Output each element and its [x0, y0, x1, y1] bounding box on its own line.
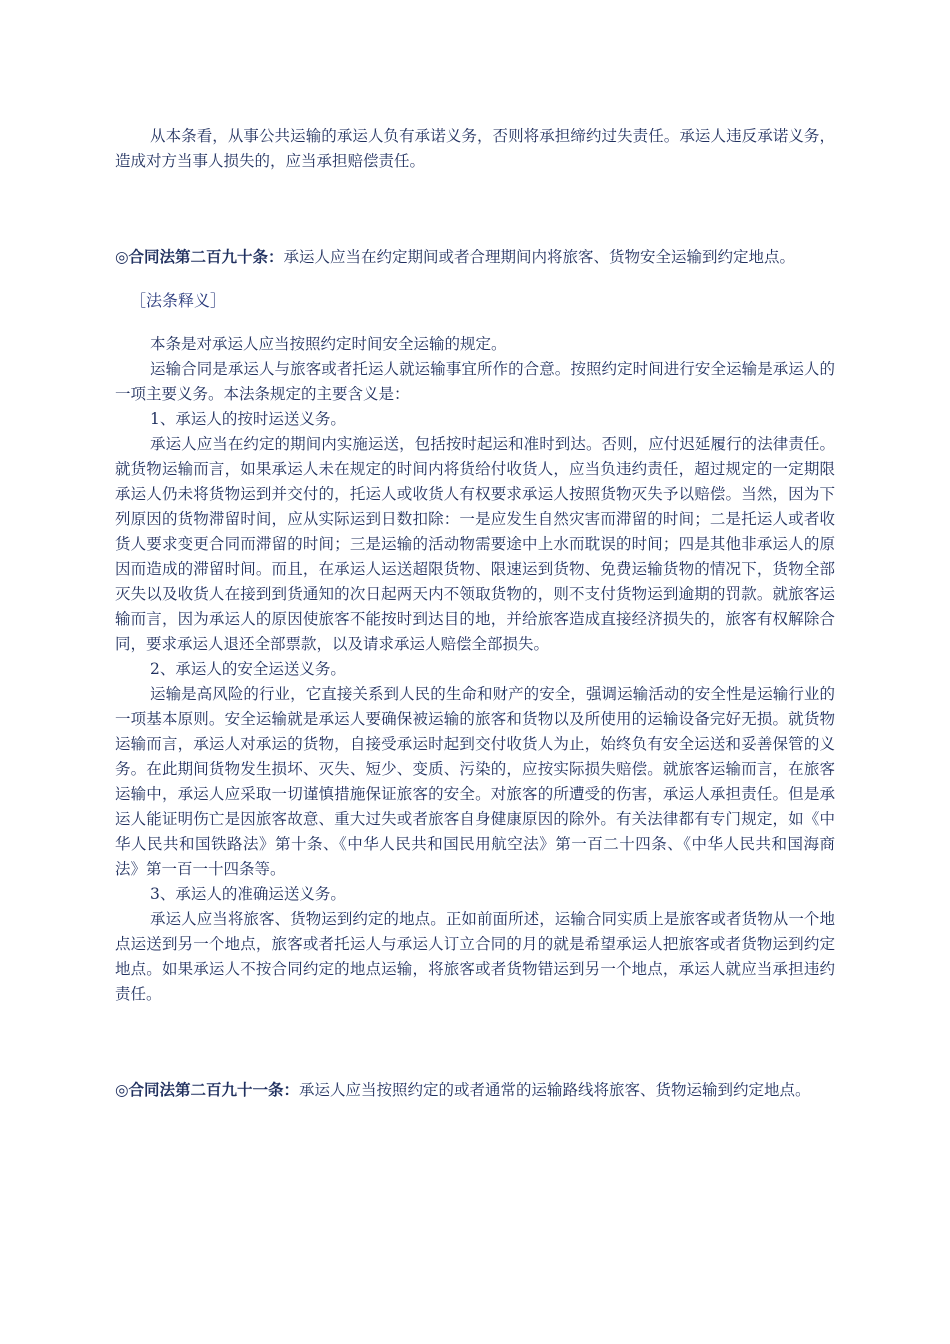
article-291-text: 承运人应当按照约定的或者通常的运输路线将旅客、货物运输到约定地点。 [299, 1081, 811, 1099]
interpretation-subheading: 1、承运人的按时运送义务。 [150, 410, 346, 428]
interpretation-paragraph: 本条是对承运人应当按照约定时间安全运输的规定。 [150, 335, 507, 353]
spacer [115, 314, 835, 332]
interpretation-subheading: 2、承运人的安全运送义务。 [150, 660, 346, 678]
article-290-heading [115, 244, 835, 270]
spacer [115, 270, 835, 288]
article-290-text: 承运人应当在约定期间或者合理期间内将旅客、货物安全运输到约定地点。 [283, 248, 796, 266]
interpretation-paragraph: 运输是高风险的行业，它直接关系到人民的生命和财产的安全，强调运输活动的安全性是运输行业的一项基本原则。安全运输就是承运人要确保被运输的旅客和货物以及所使用的运输设备完好无损。就货物运输而言，承运人对承运的货物，自接受承运时起到交付收货人为止，始终负有安全运送和妥善保管的义务。在此期间货物发生损坏、灭失、短少、变质、污染的，应按实际损失赔偿。就旅客运输而言，在旅客运输中，承运人应采取一切谨慎措施保证旅客的安全。对旅客的所遭受的伤害，承运人承担责任。但是承运人能证明伤亡是因旅客故意、重大过失或者旅客自身健康原因的除外。有关法律都有专门规定，如《中华人民共和国铁路法》第十条、《中华人民共和国民用航空法》第一百二十四条、《中华人民共和国海商法》第一百一十四条等。 [115, 685, 835, 878]
article-290-label: ◎合同法第二百九十条： [115, 247, 284, 266]
interpretation-paragraph: 承运人应当将旅客、货物运到约定的地点。正如前面所述，运输合同实质上是旅客或者货物从一个地点运送到另一个地点，旅客或者托运人与承运人订立合同的月的就是希望承运人把旅客或者货物运到约定地点。如果承运人不按合同约定的地点运输，将旅客或者货物错运到另一个地点，承运人就应当承担违约责任。 [115, 910, 835, 1003]
document-page [115, 124, 835, 1103]
article-291-label: ◎合同法第二百九十一条： [115, 1080, 300, 1099]
interpretation-subheading: 3、承运人的准确运送义务。 [150, 885, 346, 903]
section-title-interpretation: ［法条释义］ [130, 291, 227, 310]
interpretation-paragraph: 承运人应当在约定的期间内实施运送，包括按时起运和准时到达。否则，应付迟延履行的法律责任。就货物运输而言，如果承运人未在规定的时间内将货给付收货人，应当负违约责任，超过规定的一定期限承运人仍未将货物运到并交付的，托运人或收货人有权要求承运人按照货物灭失予以赔偿。当然，因为下列原因的货物滞留时间，应从实际运到日数扣除：一是应发生自然灾害而滞留的时间；二是托运人或者收货人要求变更合同而滞留的时间；三是运输的活动物需要途中上水而耽误的时间；四是其他非承运人的原因而造成的滞留时间。而且，在承运人运送超限货物、限速运到货物、免费运输货物的情况下，货物全部灭失以及收货人在接到到货通知的次日起两天内不领取货物的，则不支付货物运到逾期的罚款。就旅客运输而言，因为承运人的原因使旅客不能按时到达目的地，并给旅客造成直接经济损失的，旅客有权解除合同，要求承运人退还全部票款，以及请求承运人赔偿全部损失。 [115, 435, 835, 653]
spacer [115, 1007, 835, 1077]
article-291-heading [115, 1077, 835, 1103]
intro-paragraph: 从本条看，从事公共运输的承运人负有承诺义务，否则将承担缔约过失责任。承运人违反承诺义务，造成对方当事人损失的，应当承担赔偿责任。 [115, 127, 835, 170]
spacer [115, 174, 835, 244]
interpretation-paragraph: 运输合同是承运人与旅客或者托运人就运输事宜所作的合意。按照约定时间进行安全运输是承运人的一项主要义务。本法条规定的主要含义是： [115, 360, 835, 403]
